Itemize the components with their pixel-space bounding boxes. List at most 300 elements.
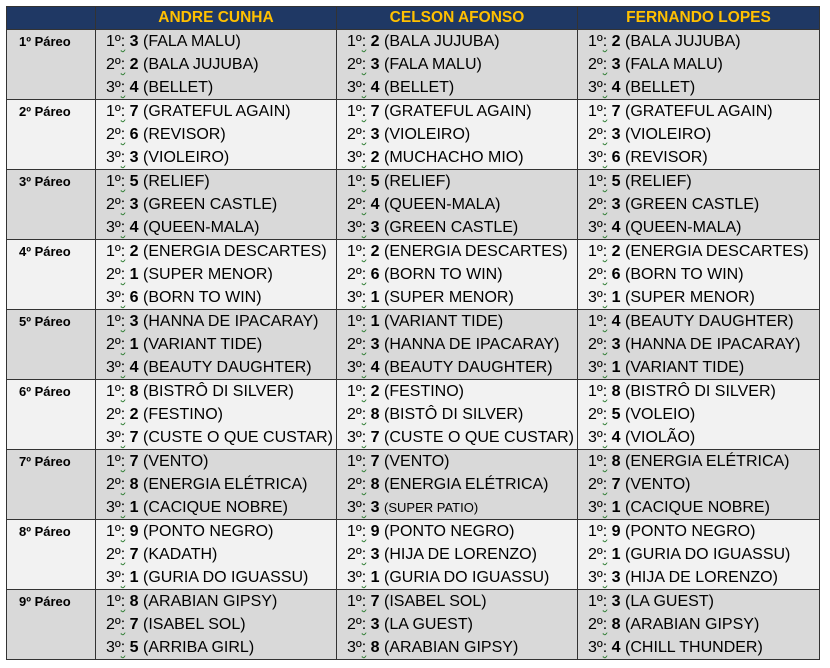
pick-line — [578, 193, 819, 216]
pick-line — [337, 473, 577, 496]
pick-separator: : — [361, 476, 367, 493]
pick-separator: : — [120, 569, 126, 586]
pick-number: 4 — [129, 79, 139, 96]
pick-line — [578, 590, 819, 613]
pick-line — [337, 240, 577, 263]
picks-cell-andre-cunha — [96, 520, 337, 590]
pick-horse-name: (FESTINO) — [384, 383, 465, 400]
pick-separator: : — [361, 593, 367, 610]
pick-line — [96, 240, 336, 263]
picks-cell-fernando-lopes — [578, 450, 820, 520]
pick-position: 2º — [347, 546, 362, 563]
pick-horse-name: (SUPER PATIO) — [384, 500, 479, 515]
pick-number: 1 — [611, 499, 621, 516]
pick-position: 3º — [588, 499, 603, 516]
pick-line — [337, 356, 577, 379]
pick-line — [578, 76, 819, 99]
pick-separator: : — [120, 499, 126, 516]
pick-horse-name: (BELLET) — [384, 79, 455, 96]
pick-line — [337, 380, 577, 403]
pick-line — [337, 543, 577, 566]
pick-number: 9 — [611, 523, 621, 540]
pick-separator: : — [602, 616, 608, 633]
pick-number: 7 — [370, 593, 380, 610]
pick-separator: : — [602, 196, 608, 213]
pick-horse-name: (ARABIAN GIPSY) — [384, 639, 519, 656]
picks-cell-fernando-lopes — [578, 240, 820, 310]
pick-horse-name: (ARABIAN GIPSY) — [143, 593, 278, 610]
pick-line — [578, 636, 819, 659]
pick-separator: : — [602, 523, 608, 540]
pick-number: 8 — [611, 616, 621, 633]
pick-horse-name: (HIJA DE LORENZO) — [384, 546, 537, 563]
pick-position: 1º — [106, 593, 121, 610]
pick-position: 2º — [347, 266, 362, 283]
pick-line — [96, 473, 336, 496]
pick-number: 2 — [370, 33, 380, 50]
pick-horse-name: (LA GUEST) — [384, 616, 473, 633]
pick-horse-name: (HIJA DE LORENZO) — [625, 569, 778, 586]
pick-position: 2º — [588, 196, 603, 213]
pick-number: 1 — [370, 569, 380, 586]
pick-position: 1º — [347, 33, 362, 50]
pick-separator: : — [602, 569, 608, 586]
pick-number: 3 — [370, 56, 380, 73]
pick-line — [96, 263, 336, 286]
pick-number: 3 — [129, 149, 139, 166]
pick-horse-name: (SUPER MENOR) — [625, 289, 755, 306]
pick-number: 6 — [370, 266, 380, 283]
pick-number: 2 — [370, 243, 380, 260]
pick-number: 4 — [129, 219, 139, 236]
picks-cell-andre-cunha — [96, 380, 337, 450]
pick-position: 2º — [106, 406, 121, 423]
pick-separator: : — [602, 499, 608, 516]
pick-number: 3 — [611, 196, 621, 213]
picks-cell-andre-cunha — [96, 30, 337, 100]
pick-position: 2º — [588, 546, 603, 563]
pick-position: 3º — [106, 79, 121, 96]
pick-horse-name: (HANNA DE IPACARAY) — [143, 313, 319, 330]
pick-separator: : — [602, 289, 608, 306]
pick-position: 2º — [106, 266, 121, 283]
pick-separator: : — [361, 523, 367, 540]
pick-number: 4 — [611, 429, 621, 446]
pick-horse-name: (VOLEIO) — [625, 406, 696, 423]
pick-horse-name: (QUEEN-MALA) — [625, 219, 742, 236]
pick-horse-name: (SUPER MENOR) — [384, 289, 514, 306]
pick-line — [337, 216, 577, 239]
pick-position: 3º — [588, 79, 603, 96]
pick-number: 1 — [611, 546, 621, 563]
pick-horse-name: (VIOLÃO) — [625, 429, 696, 446]
pick-position: 3º — [588, 429, 603, 446]
pick-position: 3º — [106, 569, 121, 586]
pick-position: 1º — [347, 313, 362, 330]
pick-position: 1º — [106, 173, 121, 190]
pick-separator: : — [120, 33, 126, 50]
pick-line — [337, 403, 577, 426]
picks-cell-fernando-lopes — [578, 30, 820, 100]
pick-number: 1 — [129, 266, 139, 283]
pick-position: 3º — [347, 569, 362, 586]
picks-cell-fernando-lopes — [578, 520, 820, 590]
pick-number: 7 — [129, 103, 139, 120]
pick-position: 3º — [106, 429, 121, 446]
pick-number: 5 — [370, 173, 380, 190]
pick-line — [578, 286, 819, 309]
pick-horse-name: (BISTÔ DI SILVER) — [384, 406, 524, 423]
pick-line — [337, 590, 577, 613]
pick-separator: : — [361, 499, 367, 516]
pick-horse-name: (VARIANT TIDE) — [143, 336, 263, 353]
pick-number: 4 — [370, 196, 380, 213]
pick-line — [337, 123, 577, 146]
picks-cell-celson-afonso — [337, 310, 578, 380]
pick-horse-name: (ARABIAN GIPSY) — [625, 616, 760, 633]
pick-horse-name: (RELIEF) — [143, 173, 210, 190]
pick-number: 4 — [611, 639, 621, 656]
table-row — [7, 100, 820, 170]
pick-line — [337, 30, 577, 53]
pick-horse-name: (HANNA DE IPACARAY) — [625, 336, 801, 353]
pick-separator: : — [361, 79, 367, 96]
pick-number: 3 — [129, 196, 139, 213]
pick-line — [96, 100, 336, 123]
pick-number: 5 — [611, 173, 621, 190]
table-row — [7, 450, 820, 520]
pick-position: 2º — [106, 126, 121, 143]
pick-horse-name: (VENTO) — [384, 453, 450, 470]
pick-number: 3 — [611, 569, 621, 586]
pick-separator: : — [120, 593, 126, 610]
pick-separator: : — [602, 593, 608, 610]
pick-position: 2º — [588, 266, 603, 283]
pick-horse-name: (GRATEFUL AGAIN) — [625, 103, 773, 120]
pick-number: 8 — [370, 639, 380, 656]
picks-cell-andre-cunha — [96, 310, 337, 380]
pick-line — [337, 450, 577, 473]
pick-number: 1 — [129, 336, 139, 353]
pick-horse-name: (HANNA DE IPACARAY) — [384, 336, 560, 353]
pick-position: 3º — [347, 149, 362, 166]
pick-line — [337, 100, 577, 123]
pick-position: 1º — [106, 243, 121, 260]
pick-line — [578, 333, 819, 356]
pick-horse-name: (BORN TO WIN) — [384, 266, 503, 283]
pick-position: 2º — [347, 56, 362, 73]
pick-line — [96, 76, 336, 99]
pick-number: 9 — [370, 523, 380, 540]
picks-cell-celson-afonso — [337, 30, 578, 100]
pick-line — [96, 636, 336, 659]
pick-number: 1 — [370, 313, 380, 330]
pick-horse-name: (BALA JUJUBA) — [625, 33, 741, 50]
pick-horse-name: (BORN TO WIN) — [625, 266, 744, 283]
pick-number: 3 — [370, 616, 380, 633]
pick-separator: : — [120, 173, 126, 190]
race-label: 1º Páreo — [7, 30, 96, 100]
pick-horse-name: (VENTO) — [143, 453, 209, 470]
pick-line — [337, 146, 577, 169]
pick-position: 3º — [588, 219, 603, 236]
pick-position: 2º — [106, 476, 121, 493]
pick-line — [578, 403, 819, 426]
pick-line — [578, 473, 819, 496]
pick-horse-name: (QUEEN-MALA) — [143, 219, 260, 236]
pick-position: 1º — [588, 33, 603, 50]
pick-horse-name: (RELIEF) — [625, 173, 692, 190]
pick-line — [96, 216, 336, 239]
pick-horse-name: (ENERGIA ELÉTRICA) — [384, 476, 549, 493]
pick-position: 1º — [106, 313, 121, 330]
pick-separator: : — [602, 336, 608, 353]
pick-position: 2º — [347, 616, 362, 633]
pick-line — [337, 613, 577, 636]
race-label: 2º Páreo — [7, 100, 96, 170]
pick-number: 8 — [129, 383, 139, 400]
pick-number: 3 — [370, 546, 380, 563]
pick-horse-name: (ENERGIA ELÉTRICA) — [143, 476, 308, 493]
pick-horse-name: (CACIQUE NOBRE) — [143, 499, 288, 516]
pick-line — [96, 333, 336, 356]
pick-line — [578, 170, 819, 193]
pick-line — [337, 426, 577, 449]
pick-separator: : — [361, 289, 367, 306]
pick-separator: : — [120, 336, 126, 353]
pick-number: 4 — [611, 79, 621, 96]
pick-number: 5 — [129, 639, 139, 656]
pick-separator: : — [120, 289, 126, 306]
pick-horse-name: (VENTO) — [625, 476, 691, 493]
pick-separator: : — [120, 523, 126, 540]
pick-line — [96, 520, 336, 543]
pick-horse-name: (PONTO NEGRO) — [384, 523, 515, 540]
pick-separator: : — [120, 406, 126, 423]
pick-separator: : — [361, 429, 367, 446]
pick-position: 1º — [588, 453, 603, 470]
pick-horse-name: (VIOLEIRO) — [384, 126, 471, 143]
picks-cell-fernando-lopes — [578, 100, 820, 170]
pick-number: 5 — [611, 406, 621, 423]
pick-position: 1º — [588, 103, 603, 120]
pick-line — [578, 30, 819, 53]
pick-horse-name: (CHILL THUNDER) — [625, 639, 763, 656]
pick-line — [578, 216, 819, 239]
pick-separator: : — [602, 429, 608, 446]
pick-position: 3º — [347, 429, 362, 446]
pick-position: 3º — [347, 499, 362, 516]
pick-separator: : — [361, 639, 367, 656]
pick-number: 4 — [611, 219, 621, 236]
pick-separator: : — [120, 453, 126, 470]
pick-separator: : — [602, 383, 608, 400]
header-andre-cunha: ANDRE CUNHA — [96, 7, 337, 30]
picks-cell-andre-cunha — [96, 240, 337, 310]
pick-horse-name: (FALA MALU) — [625, 56, 723, 73]
pick-line — [578, 426, 819, 449]
pick-separator: : — [602, 406, 608, 423]
picks-cell-celson-afonso — [337, 590, 578, 660]
pick-horse-name: (ISABEL SOL) — [143, 616, 246, 633]
pick-number: 3 — [370, 336, 380, 353]
race-label: 7º Páreo — [7, 450, 96, 520]
pick-line — [96, 613, 336, 636]
pick-horse-name: (BEAUTY DAUGHTER) — [143, 359, 312, 376]
header-corner — [7, 7, 96, 30]
pick-horse-name: (CUSTE O QUE CUSTAR) — [384, 429, 574, 446]
pick-line — [337, 76, 577, 99]
pick-line — [578, 356, 819, 379]
pick-separator: : — [361, 453, 367, 470]
pick-separator: : — [361, 569, 367, 586]
pick-position: 1º — [588, 523, 603, 540]
pick-horse-name: (BORN TO WIN) — [143, 289, 262, 306]
pick-position: 1º — [588, 313, 603, 330]
pick-line — [337, 333, 577, 356]
pick-horse-name: (ENERGIA ELÉTRICA) — [625, 453, 790, 470]
pick-horse-name: (RELIEF) — [384, 173, 451, 190]
pick-number: 9 — [129, 523, 139, 540]
pick-horse-name: (FALA MALU) — [384, 56, 482, 73]
pick-number: 3 — [129, 33, 139, 50]
pick-separator: : — [120, 359, 126, 376]
pick-separator: : — [602, 79, 608, 96]
pick-horse-name: (ARRIBA GIRL) — [143, 639, 255, 656]
pick-horse-name: (BEAUTY DAUGHTER) — [384, 359, 553, 376]
pick-horse-name: (VIOLEIRO) — [625, 126, 712, 143]
pick-horse-name: (PONTO NEGRO) — [625, 523, 756, 540]
picks-cell-fernando-lopes — [578, 170, 820, 240]
pick-line — [337, 520, 577, 543]
pick-separator: : — [602, 33, 608, 50]
pick-horse-name: (KADATH) — [143, 546, 218, 563]
pick-line — [578, 613, 819, 636]
pick-position: 3º — [347, 219, 362, 236]
pick-number: 7 — [370, 429, 380, 446]
pick-horse-name: (BISTRÔ DI SILVER) — [143, 383, 294, 400]
pick-separator: : — [120, 616, 126, 633]
pick-number: 7 — [129, 429, 139, 446]
pick-position: 2º — [106, 546, 121, 563]
pick-position: 3º — [347, 359, 362, 376]
pick-number: 3 — [611, 56, 621, 73]
pick-horse-name: (ENERGIA DESCARTES) — [143, 243, 327, 260]
pick-position: 3º — [347, 639, 362, 656]
pick-horse-name: (BELLET) — [625, 79, 696, 96]
race-label: 9º Páreo — [7, 590, 96, 660]
pick-horse-name: (REVISOR) — [625, 149, 708, 166]
picks-cell-andre-cunha — [96, 450, 337, 520]
pick-number: 7 — [370, 103, 380, 120]
pick-position: 2º — [347, 126, 362, 143]
pick-separator: : — [120, 546, 126, 563]
pick-position: 1º — [347, 523, 362, 540]
pick-number: 3 — [611, 336, 621, 353]
pick-separator: : — [602, 476, 608, 493]
race-label: 3º Páreo — [7, 170, 96, 240]
picks-cell-celson-afonso — [337, 520, 578, 590]
pick-horse-name: (MUCHACHO MIO) — [384, 149, 524, 166]
pick-horse-name: (BELLET) — [143, 79, 214, 96]
pick-horse-name: (REVISOR) — [143, 126, 226, 143]
pick-number: 2 — [129, 406, 139, 423]
tips-table — [6, 6, 820, 660]
pick-position: 1º — [588, 383, 603, 400]
pick-line — [96, 426, 336, 449]
pick-separator: : — [361, 383, 367, 400]
pick-horse-name: (ENERGIA DESCARTES) — [384, 243, 568, 260]
pick-position: 1º — [106, 33, 121, 50]
pick-number: 6 — [129, 126, 139, 143]
pick-separator: : — [361, 103, 367, 120]
race-label: 8º Páreo — [7, 520, 96, 590]
pick-separator: : — [120, 103, 126, 120]
pick-line — [96, 450, 336, 473]
pick-position: 3º — [347, 289, 362, 306]
pick-line — [96, 590, 336, 613]
pick-number: 4 — [370, 79, 380, 96]
pick-horse-name: (QUEEN-MALA) — [384, 196, 501, 213]
pick-number: 3 — [129, 313, 139, 330]
pick-separator: : — [120, 196, 126, 213]
pick-separator: : — [120, 313, 126, 330]
pick-position: 1º — [588, 243, 603, 260]
pick-number: 3 — [370, 499, 380, 516]
pick-number: 2 — [370, 149, 380, 166]
pick-position: 2º — [347, 336, 362, 353]
pick-position: 3º — [588, 289, 603, 306]
pick-line — [96, 170, 336, 193]
pick-number: 2 — [611, 33, 621, 50]
pick-separator: : — [361, 243, 367, 260]
pick-horse-name: (GRATEFUL AGAIN) — [384, 103, 532, 120]
pick-position: 2º — [588, 616, 603, 633]
pick-horse-name: (GREEN CASTLE) — [143, 196, 278, 213]
pick-position: 2º — [588, 406, 603, 423]
pick-position: 2º — [588, 126, 603, 143]
header-row — [7, 7, 820, 30]
table-row — [7, 590, 820, 660]
pick-separator: : — [602, 219, 608, 236]
pick-line — [578, 263, 819, 286]
race-label: 6º Páreo — [7, 380, 96, 450]
pick-position: 2º — [588, 336, 603, 353]
picks-cell-andre-cunha — [96, 590, 337, 660]
pick-horse-name: (GURIA DO IGUASSU) — [384, 569, 550, 586]
pick-number: 1 — [611, 289, 621, 306]
pick-number: 3 — [611, 126, 621, 143]
pick-position: 1º — [588, 173, 603, 190]
pick-number: 3 — [370, 126, 380, 143]
pick-number: 1 — [129, 499, 139, 516]
pick-separator: : — [120, 126, 126, 143]
pick-horse-name: (CACIQUE NOBRE) — [625, 499, 770, 516]
table-row — [7, 380, 820, 450]
pick-separator: : — [120, 383, 126, 400]
pick-horse-name: (VARIANT TIDE) — [384, 313, 504, 330]
pick-line — [96, 380, 336, 403]
pick-position: 3º — [106, 359, 121, 376]
pick-horse-name: (VIOLEIRO) — [143, 149, 230, 166]
pick-separator: : — [120, 429, 126, 446]
pick-separator: : — [361, 149, 367, 166]
pick-separator: : — [602, 56, 608, 73]
pick-horse-name: (GURIA DO IGUASSU) — [625, 546, 791, 563]
pick-horse-name: (SUPER MENOR) — [143, 266, 273, 283]
pick-number: 2 — [129, 56, 139, 73]
pick-separator: : — [120, 219, 126, 236]
